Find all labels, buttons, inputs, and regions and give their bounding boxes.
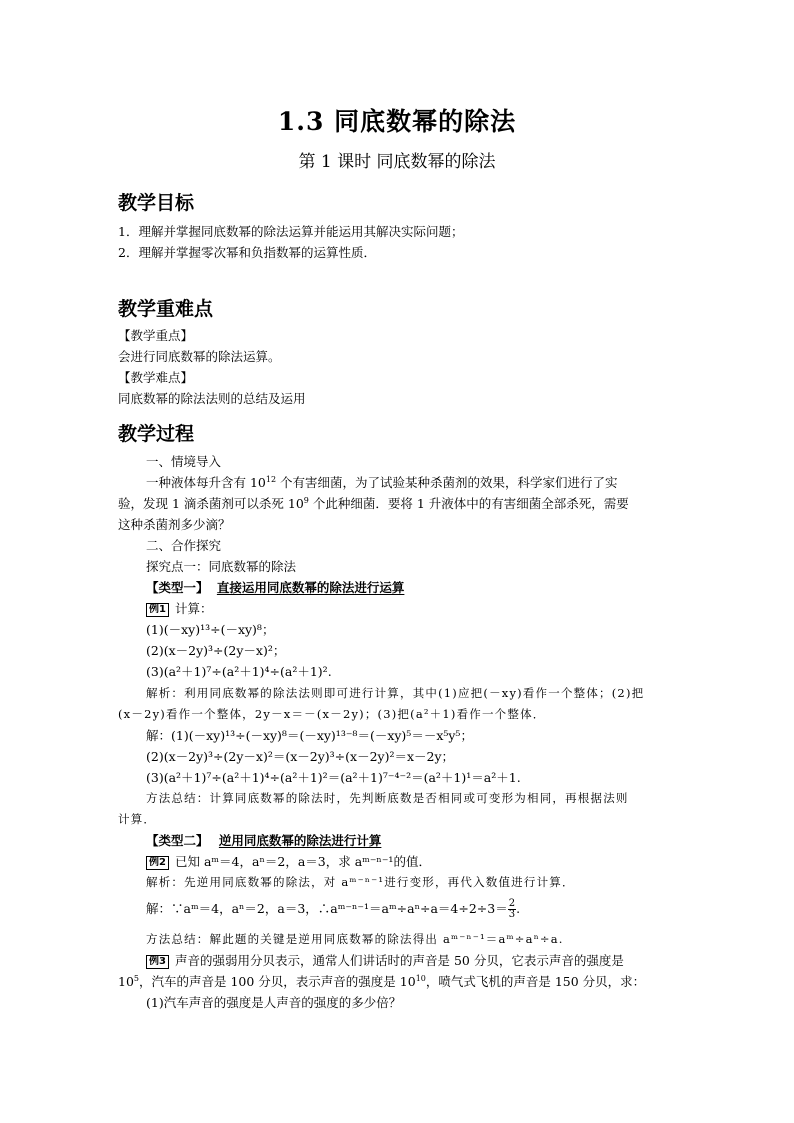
example-1-solution-1: 解：(1)(－xy)¹³÷(－xy)⁸＝(－xy)¹³⁻⁸＝(－xy)⁵＝－x⁵y⁵； [146, 728, 473, 743]
example-1-solution-3: (3)(a²＋1)⁷÷(a²＋1)⁴÷(a²＋1)²＝(a²＋1)⁷⁻⁴⁻²＝(a²＋1)¹＝a²＋1. [146, 770, 521, 785]
fraction-numerator: 2 [508, 898, 516, 909]
intro-line-2 [118, 493, 629, 514]
intro-text-c: 验，发现 1 滴杀菌剂可以杀死 10 [118, 496, 304, 511]
example-3-line-2 [118, 971, 645, 992]
process-heading: 教学过程 [118, 423, 195, 445]
example-2-question [146, 851, 431, 872]
example-2-analysis: 解析：先逆用同底数幂的除法，对 aᵐ⁻ⁿ⁻¹进行变形，再代入数值进行计算． [146, 875, 575, 889]
goals-heading: 教学目标 [118, 192, 195, 214]
intro-text-d: 个此种细菌．要将 1 升液体中的有害细菌全部杀死，需要 [308, 496, 629, 511]
example-1-q1: (1)(－xy)¹³÷(－xy)⁸； [146, 622, 275, 637]
page-subtitle: 第 1 课时 同底数幂的除法 [298, 152, 496, 172]
example-1-header [146, 598, 212, 619]
example-1-summary-1: 方法总结：计算同底数幂的除法时，先判断底数是否相同或可变形为相同，再根据法则 [146, 791, 629, 805]
example-2-text: 已知 aᵐ＝4，aⁿ＝2，a＝3，求 aᵐ⁻ⁿ⁻¹的值． [174, 854, 431, 869]
type1-heading [146, 577, 404, 598]
example-1-analysis-1: 解析：利用同底数幂的除法法则即可进行计算，其中(1)应把(－xy)看作一个整体；(2)把 [146, 686, 645, 700]
example-2-solution: 解：∵aᵐ＝4，aⁿ＝2，a＝3，∴aᵐ⁻ⁿ⁻¹＝aᵐ÷aⁿ÷a＝4÷2÷3＝ $\frac{2}{3}$ . [146, 898, 521, 920]
type2-label: 【类型二】 [146, 833, 209, 848]
intro-text-a: 一种液体每升含有 10 [146, 475, 266, 490]
type2-title: 逆用同底数幂的除法进行计算 [218, 833, 382, 848]
example-2-solution-text: 解：∵aᵐ＝4，aⁿ＝2，a＝3，∴aᵐ⁻ⁿ⁻¹＝aᵐ÷aⁿ÷a＝4÷2÷3＝ [146, 901, 508, 916]
example-3-line-1 [146, 950, 624, 971]
example-3-badge: 例3 [146, 955, 169, 969]
example-1-solution-2: (2)(x－2y)³÷(2y－x)²＝(x－2y)³÷(x－2y)²＝x－2y； [146, 749, 455, 764]
section-explore: 二、合作探究 [146, 538, 222, 553]
intro-line-1 [146, 472, 618, 493]
intro-exponent-1: 12 [265, 475, 277, 484]
goal-item-1: 1．理解并掌握同底数幂的除法运算并能运用其解决实际问题； [118, 224, 464, 239]
example-1-q3: (3)(a²＋1)⁷÷(a²＋1)⁴÷(a²＋1)². [146, 664, 332, 679]
example-1-summary-2: 计算． [118, 812, 157, 826]
difficulty-label: 【教学难点】 [118, 370, 194, 385]
goal-item-2: 2．理解并掌握零次幂和负指数幂的运算性质． [118, 245, 376, 260]
example-3-text-d: ，喷气式飞机的声音是 150 分贝，求： [425, 974, 646, 989]
fraction-denominator: 3 [508, 909, 516, 920]
intro-text-b: 个有害细菌，为了试验某种杀菌剂的效果，科学家们进行了实 [276, 475, 618, 490]
type2-heading [146, 830, 381, 851]
difficulty-text: 同底数幂的除法法则的总结及运用 [118, 391, 306, 406]
example-3-text-b: 10 [118, 974, 134, 989]
explore-point-1: 探究点一：同底数幂的除法 [146, 559, 297, 574]
keypoints-heading: 教学重难点 [118, 298, 214, 320]
example-3-exponent-2: 10 [415, 974, 426, 983]
example-2-summary: 方法总结：解此题的关键是逆用同底数幂的除法得出 aᵐ⁻ⁿ⁻¹＝aᵐ÷aⁿ÷a. [146, 932, 564, 946]
example-1-q2: (2)(x－2y)³÷(2y－x)²； [146, 643, 286, 658]
type1-title: 直接运用同底数幂的除法进行运算 [216, 580, 405, 595]
example-2-badge: 例2 [146, 856, 169, 870]
page-title: 1.3 同底数幂的除法 [277, 107, 517, 136]
example-3-exponent-1: 5 [133, 974, 139, 983]
type1-label: 【类型一】 [146, 580, 209, 595]
intro-exponent-2: 9 [303, 496, 309, 505]
example-3-text-a: 声音的强弱用分贝表示，通常人们讲话时的声音是 50 分贝，它表示声音的强度是 [174, 953, 624, 968]
focus-text: 会进行同底数幂的除法运算。 [118, 349, 281, 364]
example-3-q1: (1)汽车声音的强度是人声音的强度的多少倍？ [146, 995, 402, 1010]
example-2-fraction [508, 899, 516, 920]
example-1-prompt: 计算： [174, 601, 213, 616]
example-1-analysis-2: (x－2y)看作一个整体，2y－x＝－(x－2y)；(3)把(a²＋1)看作一个整体． [118, 707, 546, 721]
example-1-badge: 例1 [146, 603, 169, 617]
focus-label: 【教学重点】 [118, 328, 194, 343]
intro-line-3: 这种杀菌剂多少滴？ [118, 517, 231, 532]
section-situation: 一、情境导入 [146, 454, 222, 469]
example-3-text-c: ，汽车的声音是 100 分贝，表示声音的强度是 10 [139, 974, 416, 989]
